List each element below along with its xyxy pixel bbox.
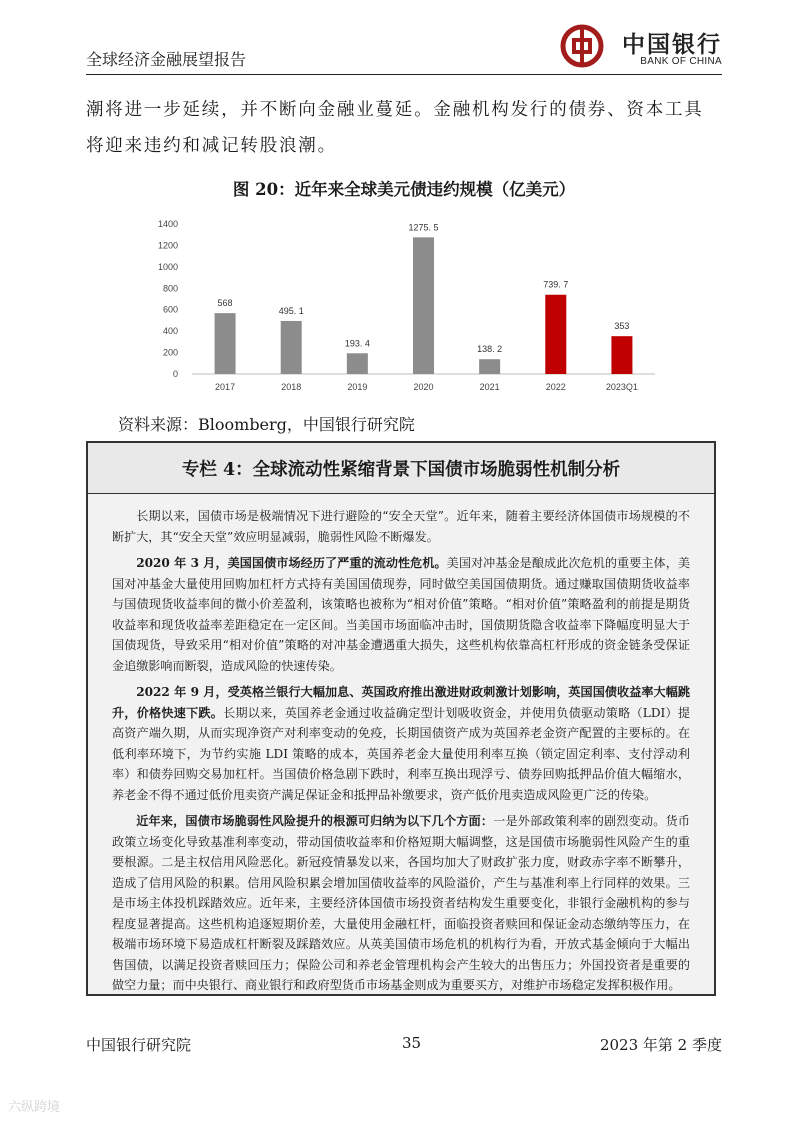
page-number: 35 bbox=[402, 1034, 422, 1052]
data-label: 138. 2 bbox=[477, 344, 503, 355]
y-tick-label: 1400 bbox=[157, 219, 178, 229]
x-tick-label: 2023Q1 bbox=[605, 382, 638, 392]
bar bbox=[281, 321, 302, 374]
y-tick-label: 800 bbox=[162, 283, 178, 294]
box-paragraph-text: 美国对冲基金是酿成此次危机的重要主体，美国对冲基金大量使用回购加杠杆方式持有美国国债现券，同时做空美国国债期货。通过赚取国债期货收益率与国债现货收益率间的微小价差盈利，该策略也被称为“相对价值”策略。“相对价值”策略盈利的前提是期货收益率和现货收益率差距稳定在一定区间。当美国市场面临冲击时，国债期货隐含收益率下降幅度明显大于国债现货，导致采用“相对价值”策略的对冲基金遭遇重大损失，这些机构依靠高杠杆形成的资金链条受保证金追缴影响而断裂，造成风险的快速传染。 bbox=[112, 556, 690, 673]
footer-institution: 中国银行研究院 bbox=[86, 1036, 192, 1054]
logo-chinese-name: 中国银行 bbox=[622, 31, 722, 58]
box-paragraph-text: 长期以来，英国养老金通过收益确定型计划吸收资金，并使用负债驱动策略（LDI）提高资产端久期，从而实现净资产对利率变动的免疫，长期国债资产成为英国养老金资产配置的主要标的。在低利率环境下，为节约实施 LDI 策略的成本，英国养老金大量使用利率互换（锁定固定利率、支付浮动利率）和债券回购交易加杠杆。当国债价格急剧下跌时，利率互换出现浮亏、债券回购抵押品价值大幅缩水，养老金不得不通过低价甩卖资产满足保证金和抵押品补缴要求，资产低价甩卖造成风险更广泛的传染。 bbox=[112, 705, 690, 802]
report-title: 全球经济金融展望报告 bbox=[86, 50, 247, 69]
data-label: 568 bbox=[217, 298, 233, 309]
box-paragraph-lead: 2022 年 9 月，受英格兰银行大幅加息、英国政府推出激进财政刺激计划影响，英国国债收益率大幅跳升，价格快速下跌。 bbox=[112, 685, 690, 720]
x-tick-label: 2022 bbox=[545, 382, 566, 392]
bar-chart bbox=[150, 210, 660, 400]
bar bbox=[215, 313, 236, 374]
box-paragraph bbox=[112, 506, 690, 547]
watermark: 六纵跨境 bbox=[8, 1099, 61, 1114]
y-tick-label: 1000 bbox=[157, 261, 178, 272]
box-paragraph bbox=[112, 553, 690, 676]
figure-title: 图 20：近年来全球美元债违约规模（亿美元） bbox=[232, 180, 576, 199]
data-label: 495. 1 bbox=[278, 305, 304, 316]
x-tick-label: 2020 bbox=[413, 382, 434, 392]
y-tick-label: 1200 bbox=[157, 240, 178, 251]
footer-date: 2023 年第 2 季度 bbox=[599, 1036, 722, 1054]
bar bbox=[413, 237, 434, 374]
x-tick-label: 2017 bbox=[215, 382, 236, 392]
bar bbox=[611, 336, 632, 374]
y-tick-label: 0 bbox=[172, 369, 178, 379]
x-tick-label: 2018 bbox=[281, 382, 302, 392]
bar bbox=[545, 295, 566, 374]
x-tick-label: 2021 bbox=[479, 382, 500, 392]
column-box bbox=[86, 441, 716, 996]
box-paragraph-lead: 2020 年 3 月，美国国债市场经历了严重的流动性危机。 bbox=[136, 556, 447, 570]
bar bbox=[347, 353, 368, 374]
box-paragraph-lead: 近年来，国债市场脆弱性风险提升的根源可归纳为以下几个方面： bbox=[136, 814, 494, 828]
box-paragraph bbox=[112, 682, 690, 805]
y-tick-label: 200 bbox=[162, 347, 178, 358]
body-paragraph: 潮将进一步延续，并不断向金融业蔓延。金融机构发行的债券、资本工具将迎来违约和减记转股浪潮。 bbox=[86, 100, 704, 156]
page-header bbox=[86, 22, 722, 75]
bar bbox=[479, 359, 500, 374]
box-paragraph-text: 一是外部政策利率的剧烈变动。货币政策立场变化导致基准利率变动，带动国债收益率和价格短期大幅调整，这是国债市场脆弱性风险产生的重要根源。二是主权信用风险恶化。新冠疫情暴发以来，各国均加大了财政扩张力度，财政赤字率不断攀升，造成了信用风险的积累。信用风险积累会增加国债收益率的风险溢价，产生与基准利率上行同样的效果。三是市场主体投机踩踏效应。近年来，主要经济体国债市场投资者结构发生重要变化，非银行金融机构的参与程度显著提高。这些机构追逐短期价差，大量使用金融杠杆，面临投资者赎回和保证金动态缴纳等压力，在极端市场环境下易造成杠杆断裂及踩踏效应。从英美国债市场危机的机构行为看，开放式基金倾向于大幅出售国债，以满足投资者赎回压力；保险公司和养老金管理机构会产生较大的出售压力；外国投资者是重要的做空力量；而中央银行、商业银行和政府型货币市场基金则成为重要买方，对维护市场稳定发挥积极作用。 bbox=[112, 814, 690, 992]
box-title: 专栏 4：全球流动性紧缩背景下国债市场脆弱性机制分析 bbox=[88, 443, 714, 494]
data-label: 739. 7 bbox=[543, 279, 569, 290]
figure-source: 资料来源：Bloomberg，中国银行研究院 bbox=[118, 415, 415, 434]
x-tick-label: 2019 bbox=[347, 382, 368, 392]
boc-emblem-icon bbox=[560, 24, 604, 68]
box-paragraph bbox=[112, 811, 690, 996]
box-paragraph-text: 长期以来，国债市场是极端情况下进行避险的“安全天堂”。近年来，随着主要经济体国债市场规模的不断扩大，其“安全天堂”效应明显减弱，脆弱性风险不断爆发。 bbox=[112, 509, 690, 544]
y-tick-label: 600 bbox=[162, 304, 178, 315]
data-label: 1275. 5 bbox=[408, 222, 439, 233]
logo-english-name: BANK OF CHINA bbox=[640, 56, 722, 67]
y-tick-label: 400 bbox=[162, 326, 178, 337]
box-body bbox=[88, 494, 714, 996]
data-label: 193. 4 bbox=[344, 338, 370, 349]
data-label: 353 bbox=[614, 321, 630, 332]
